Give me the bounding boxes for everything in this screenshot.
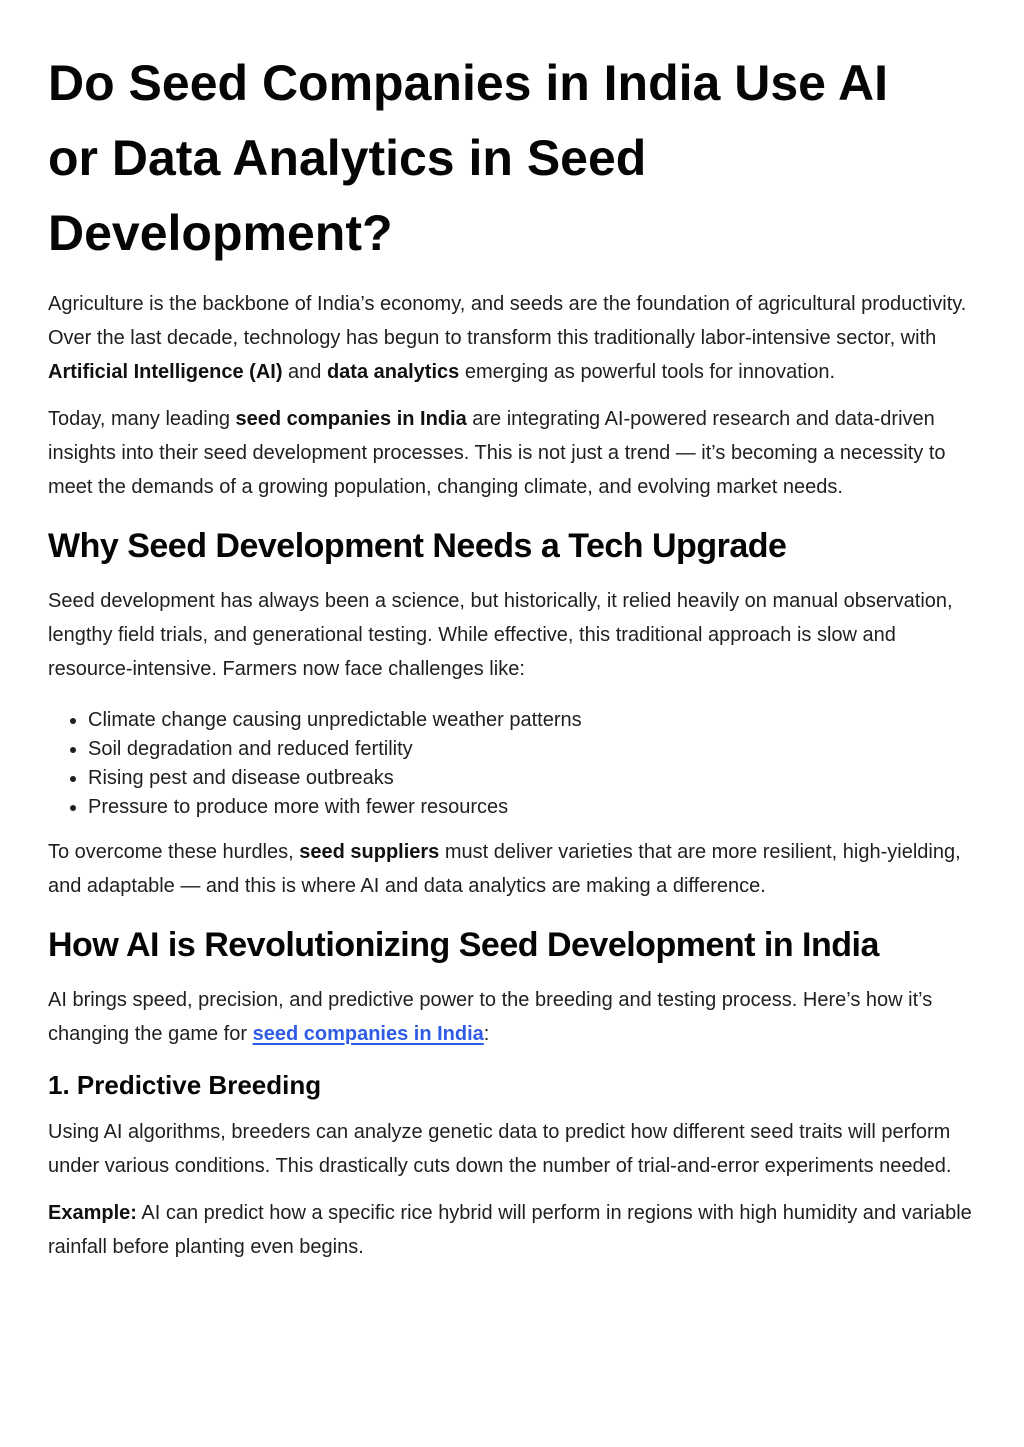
seed-companies-in-india-link[interactable]: seed companies in India [252,1023,484,1045]
text-run: To overcome these hurdles, [48,841,300,863]
challenges-list [48,706,976,822]
paragraph-overcome-hurdles [48,835,976,903]
paragraph-example [48,1196,976,1264]
text-run: Using AI algorithms, breeders can analyze genetic data to predict how different seed traits will perform under various conditions. This drastically cuts down the number of trial-and-error experiments needed. [48,1121,952,1177]
bold-text-run: Artificial Intelligence (AI) [48,361,283,383]
page-title: Do Seed Companies in India Use AI or Data Analytics in Seed Development? [48,55,888,261]
heading-predictive-breeding: 1. Predictive Breeding [48,1070,322,1100]
paragraph-seed-development [48,584,976,686]
challenges-list-item: • Climate change causing unpredictable weather patterns [88,706,976,735]
challenges-list-item: • Pressure to produce more with fewer resources [88,793,976,822]
challenges-list-item: • Rising pest and disease outbreaks [88,764,976,793]
heading-how-ai-revolutionizing: How AI is Revolutionizing Seed Development in India [48,926,879,964]
text-run: emerging as powerful tools for innovation. [459,361,836,383]
text-run: are integrating AI-powered research and data-driven insights into their seed development processes. This is not just a trend — it’s becoming a necessity to meet the demands of a growing population, changing climate, and evolving market needs. [48,408,946,498]
text-run: : [483,1023,490,1045]
bold-text-run: seed suppliers [299,841,440,863]
paragraph-ai-brings [48,983,976,1051]
text-run: AI brings speed, precision, and predictive power to the breeding and testing process. Here’s how it’s changing the game for [48,989,933,1045]
paragraph-intro [48,287,976,389]
text-run: Agriculture is the backbone of India’s economy, and seeds are the foundation of agricultural productivity. Over the last decade, technology has begun to transform this traditionally labor-intensive sector, with [48,293,967,349]
text-run: Seed development has always been a science, but historically, it relied heavily on manual observation, lengthy field trials, and generational testing. While effective, this traditional approach is slow and resource-intensive. Farmers now face challenges like: [48,590,953,680]
paragraph-using-ai-algorithms [48,1115,976,1183]
text-run: and [282,361,327,383]
heading-why-tech-upgrade: Why Seed Development Needs a Tech Upgrade [48,527,787,565]
paragraph-today [48,402,976,504]
text-run: must deliver varieties that are more resilient, high-yielding, and adaptable — and this is where AI and data analytics are making a difference. [48,841,961,897]
text-run: AI can predict how a specific rice hybrid will perform in regions with high humidity and variable rainfall before planting even begins. [48,1202,972,1258]
challenges-list-item: • Soil degradation and reduced fertility [88,735,976,764]
bold-text-run: seed companies in India [235,408,467,430]
text-run: Today, many leading [48,408,236,430]
bold-text-run: Example: [48,1202,137,1224]
bold-text-run: data analytics [326,361,460,383]
